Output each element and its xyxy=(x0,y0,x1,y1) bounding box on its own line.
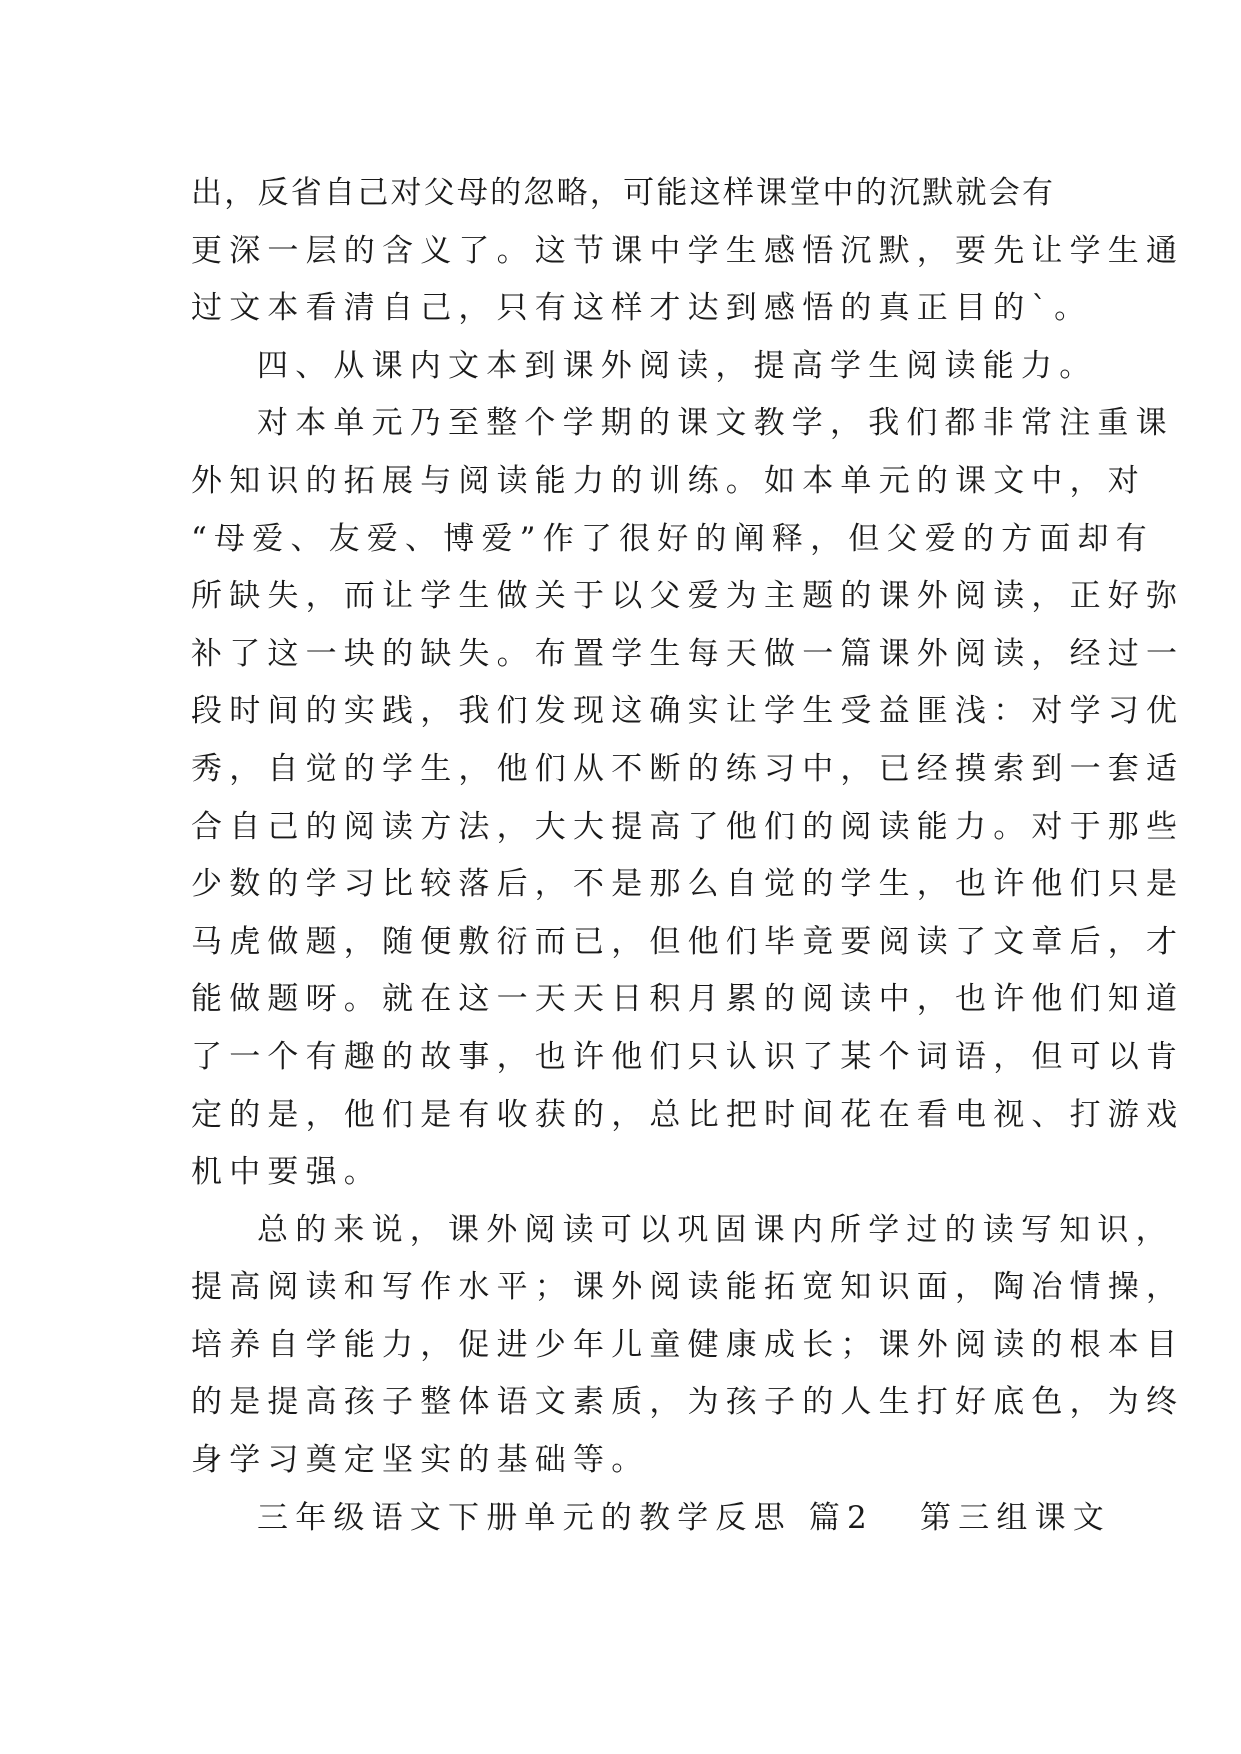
text-line: “母爱、友爱、博爱”作了很好的阐释，但父爱的方面却有 xyxy=(191,520,1154,557)
next-section-heading xyxy=(191,1490,1111,1548)
next-section-subtitle: 第三组课文 xyxy=(919,1499,1111,1536)
text-line: 对本单元乃至整个学期的课文教学，我们都非常注重课 xyxy=(257,405,1174,442)
text-line: 外知识的拓展与阅读能力的训练。如本单元的课文中，对 xyxy=(191,462,1146,499)
text-line: 总的来说，课外阅读可以巩固课内所学过的读写知识， xyxy=(257,1211,1174,1248)
text-line: 机中要强。 xyxy=(191,1154,382,1191)
text-line: 提高阅读和写作水平；课外阅读能拓宽知识面，陶冶情操， xyxy=(191,1269,1185,1306)
section-heading: 四、从课内文本到课外阅读，提高学生阅读能力。 xyxy=(257,347,1098,384)
text-line: 身学习奠定坚实的基础等。 xyxy=(191,1442,650,1479)
text-line: 段时间的实践，我们发现这确实让学生受益匪浅：对学习优 xyxy=(191,693,1185,730)
text-line: 过文本看清自己，只有这样才达到感悟的真正目的`。 xyxy=(191,290,1093,327)
text-line: 的是提高孩子整体语文素质，为孩子的人生打好底色，为终 xyxy=(191,1384,1185,1421)
text-line: 了一个有趣的故事，也许他们只认识了某个词语，但可以肯 xyxy=(191,1038,1185,1075)
text-line: 秀，自觉的学生，他们从不断的练习中，已经摸索到一套适 xyxy=(191,750,1185,787)
text-line: 出，反省自己对父母的忽略，可能这样课堂中的沉默就会有 xyxy=(191,175,1053,211)
text-line: 补了这一块的缺失。布置学生每天做一篇课外阅读，经过一 xyxy=(191,635,1185,672)
text-line: 能做题呀。就在这一天天日积月累的阅读中，也许他们知道 xyxy=(191,981,1185,1018)
text-line: 少数的学习比较落后，不是那么自觉的学生，也许他们只是 xyxy=(191,866,1185,903)
text-line: 定的是，他们是有收获的，总比把时间花在看电视、打游戏 xyxy=(191,1096,1185,1133)
text-line: 更深一层的含义了。这节课中学生感悟沉默，要先让学生通 xyxy=(191,232,1185,269)
text-line: 马虎做题，随便敷衍而已，但他们毕竟要阅读了文章后，才 xyxy=(191,923,1185,960)
next-section-title: 三年级语文下册单元的教学反思 篇2 xyxy=(257,1499,874,1536)
text-line: 所缺失，而让学生做关于以父爱为主题的课外阅读，正好弥 xyxy=(191,578,1185,615)
text-line: 培养自学能力，促进少年儿童健康成长；课外阅读的根本目 xyxy=(191,1326,1185,1363)
text-line: 合自己的阅读方法，大大提高了他们的阅读能力。对于那些 xyxy=(191,808,1185,845)
document-body xyxy=(191,165,1185,1547)
